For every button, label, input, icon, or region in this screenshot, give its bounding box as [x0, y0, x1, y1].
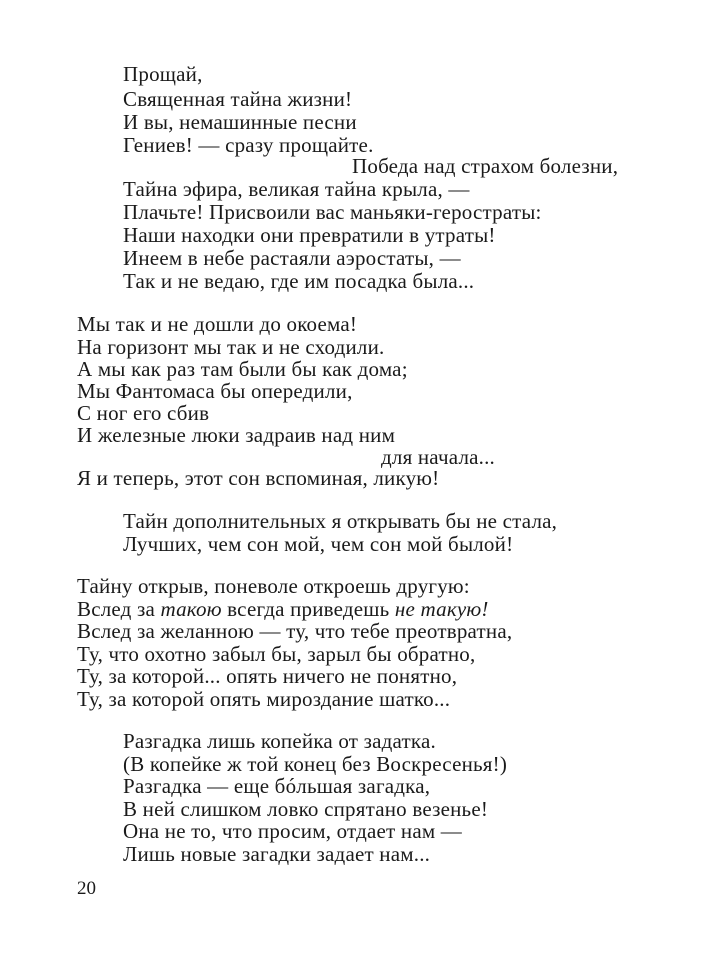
poem-line: Так и не ведаю, где им посадка была... — [123, 269, 475, 293]
poem-line: для начала... — [381, 445, 496, 469]
poem-line: (В копейке ж той конец без Воскресенья!) — [123, 752, 508, 776]
poem-line: Плачьте! Присвоили вас маньяки-геростраты: — [123, 200, 542, 224]
poem-line — [77, 598, 489, 621]
poem-line: В ней слишком ловко спрятано везенье! — [123, 797, 489, 821]
poem-line: Наши находки они превратили в утраты! — [123, 223, 496, 247]
poem-line: С ног его сбив — [77, 401, 210, 425]
poem-line: Она не то, что просим, отдает нам — — [123, 819, 462, 843]
poem-line: Ту, за которой опять мироздание шатко... — [77, 687, 451, 711]
poem-line: Лишь новые загадки задает нам... — [123, 842, 431, 866]
poem-line: Прощай, — [123, 62, 203, 86]
poem-line: Тайна эфира, великая тайна крыла, — — [123, 177, 470, 201]
poem-line: И вы, немашинные песни — [123, 110, 357, 134]
poem-line: Тайну открыв, поневоле откроешь другую: — [77, 574, 470, 598]
poem-line: Инеем в небе растаяли аэростаты, — — [123, 246, 461, 270]
poem-line: На горизонт мы так и не сходили. — [77, 335, 385, 359]
poem-text: всегда приведешь — [221, 597, 395, 621]
poem-text: Вслед за — [77, 597, 161, 621]
page-number: 20 — [77, 878, 96, 899]
poem-line: Разгадка — еще бóльшая загадка, — [123, 774, 431, 798]
poem-line: Священная тайна жизни! — [123, 87, 353, 111]
poem-line: Победа над страхом болезни, — [352, 154, 619, 178]
poem-line: И железные люки задраив над ним — [77, 423, 396, 447]
poem-line: Лучших, чем сон мой, чем сон мой былой! — [123, 532, 514, 556]
poem-italic-text: такою — [160, 597, 222, 621]
poem-line: Вслед за желанною — ту, что тебе преотвратна, — [77, 619, 513, 643]
poem-line: Мы так и не дошли до окоема! — [77, 312, 358, 336]
poem-line: Я и теперь, этот сон вспоминая, ликую! — [77, 466, 440, 490]
poem-line: Тайн дополнительных я открывать бы не стала, — [123, 509, 558, 533]
poem-line: Гениев! — сразу прощайте. — [123, 133, 374, 157]
poem-line: Разгадка лишь копейка от задатка. — [123, 729, 436, 753]
poem-line: Ту, что охотно забыл бы, зарыл бы обратно, — [77, 642, 476, 666]
poem-line: Мы Фантомаса бы опередили, — [77, 379, 353, 403]
poem-line: Ту, за которой... опять ничего не понятно, — [77, 664, 458, 688]
poem-italic-text: не такую! — [394, 597, 489, 621]
poem-line: А мы как раз там были бы как дома; — [77, 357, 408, 381]
